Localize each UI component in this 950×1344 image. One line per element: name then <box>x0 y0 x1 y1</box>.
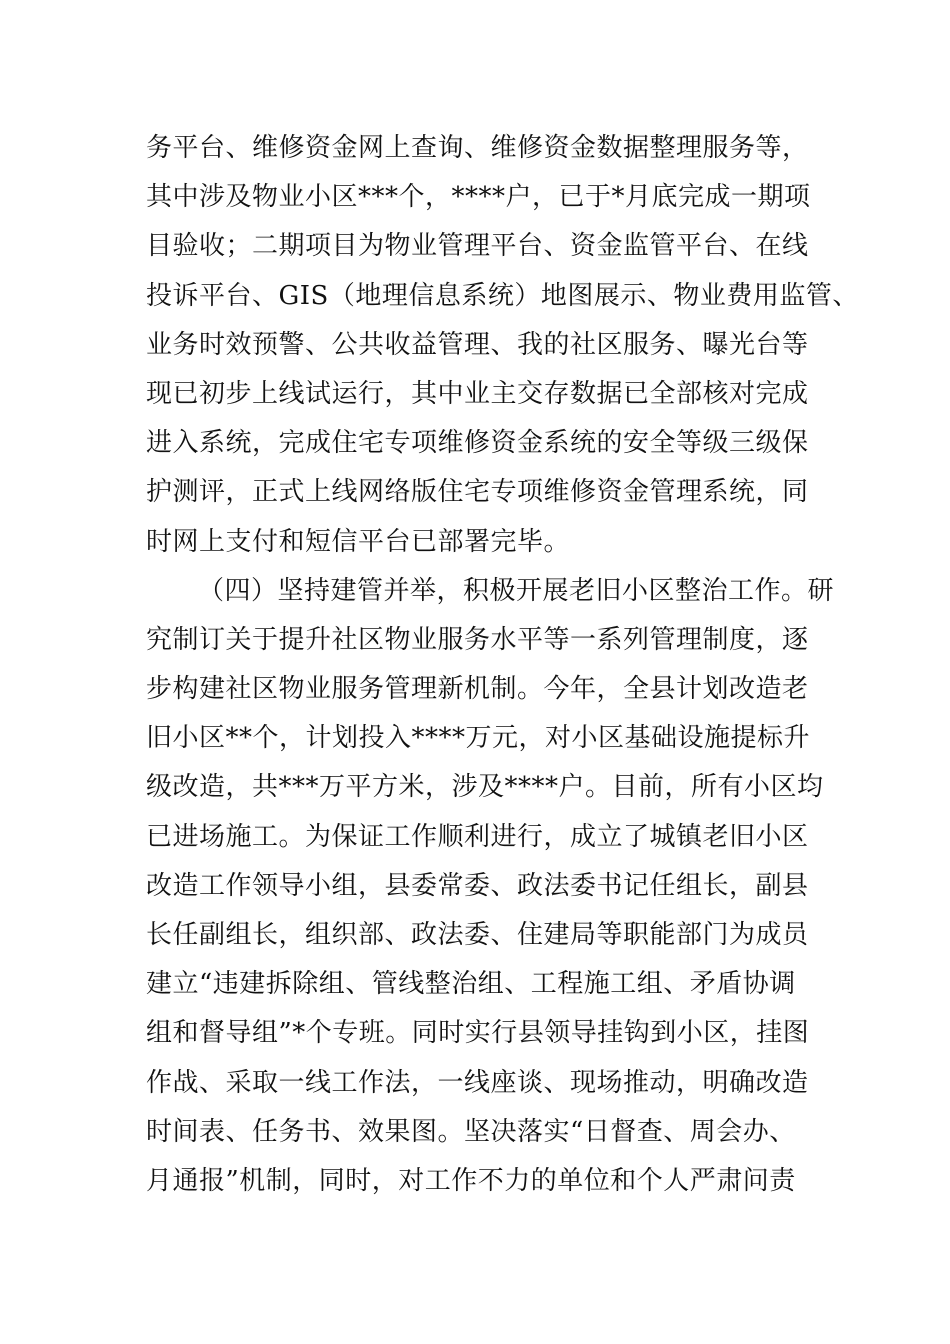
text-line: 其中涉及物业小区***个，****户，已于*月底完成一期项 <box>146 182 811 213</box>
text-line: 时网上支付和短信平台已部署完毕。 <box>146 526 571 557</box>
text-line: 已进场施工。为保证工作顺利进行，成立了城镇老旧小区 <box>146 821 809 852</box>
text-line: 建立“违建拆除组、管线整治组、工程施工组、矛盾协调 <box>146 969 796 1000</box>
text-line: 究制订关于提升社区物业服务水平等一系列管理制度，逐 <box>146 624 809 655</box>
body-text <box>146 124 859 1206</box>
text-line: 进入系统，完成住宅专项维修资金系统的安全等级三级保 <box>146 428 809 459</box>
text-line: 时间表、任务书、效果图。坚决落实“日督查、周会办、 <box>146 1116 796 1147</box>
text-line: 作战、采取一线工作法，一线座谈、现场推动，明确改造 <box>146 1067 809 1098</box>
text-line: 目验收；二期项目为物业管理平台、资金监管平台、在线 <box>146 231 809 262</box>
text-line: 长任副组长，组织部、政法委、住建局等职能部门为成员 <box>146 920 809 950</box>
text-line: 护测评，正式上线网络版住宅专项维修资金管理系统，同 <box>146 477 809 508</box>
text-line: 步构建社区物业服务管理新机制。今年，全县计划改造老 <box>146 674 809 705</box>
text-line: 投诉平台、GIS（地理信息系统）地图展示、物业费用监管、 <box>146 280 859 311</box>
text-line: （四）坚持建管并举，积极开展老旧小区整治工作。研 <box>198 575 835 606</box>
text-line: 月通报”机制，同时，对工作不力的单位和个人严肃问责 <box>146 1165 796 1196</box>
text-line: 改造工作领导小组，县委常委、政法委书记任组长，副县 <box>146 870 809 901</box>
text-line: 业务时效预警、公共收益管理、我的社区服务、曝光台等 <box>146 329 809 360</box>
text-line: 组和督导组”*个专班。同时实行县领导挂钩到小区，挂图 <box>146 1018 810 1049</box>
text-line: 现已初步上线试运行，其中业主交存数据已全部核对完成 <box>146 378 809 409</box>
text-line: 务平台、维修资金网上查询、维修资金数据整理服务等， <box>146 133 809 163</box>
text-line: 旧小区**个，计划投入****万元，对小区基础设施提标升 <box>146 723 811 754</box>
text-line: 级改造，共***万平方米，涉及****户。目前，所有小区均 <box>146 772 824 803</box>
